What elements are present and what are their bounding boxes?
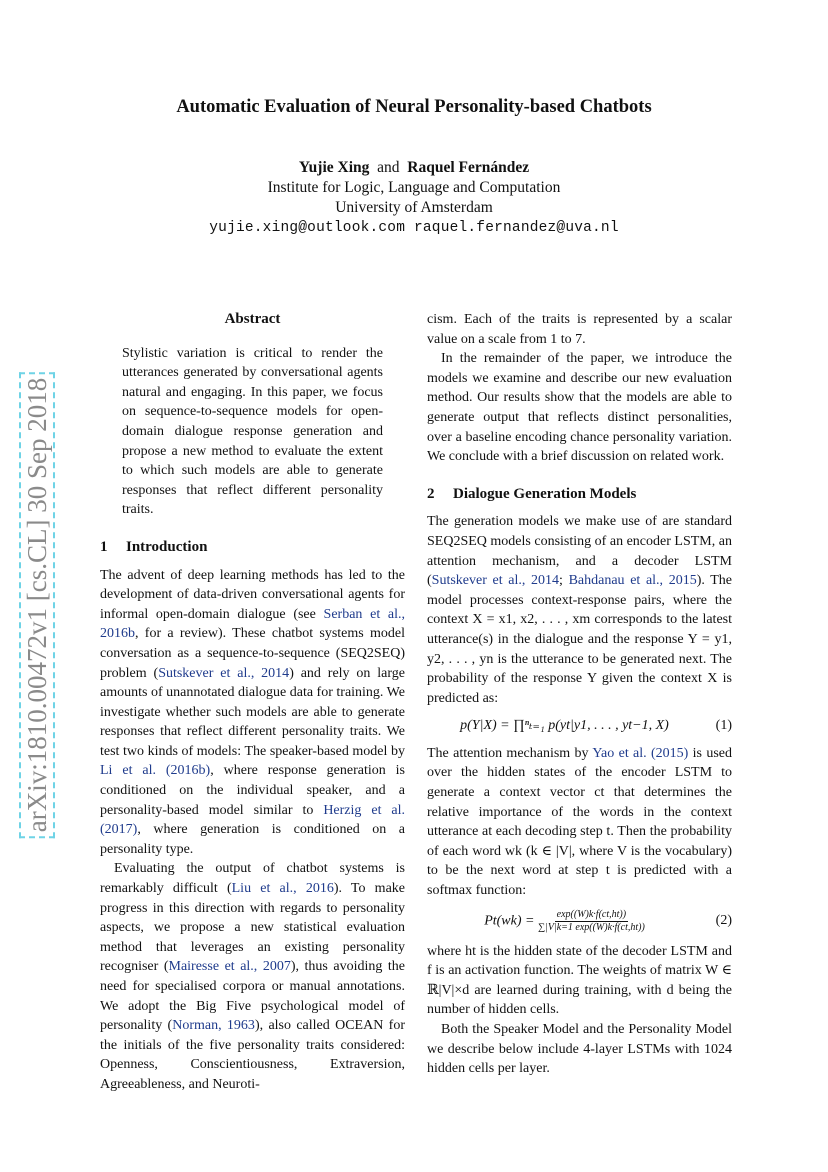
intro-paragraph-1	[100, 566, 405, 860]
abstract-heading: Abstract	[224, 311, 281, 327]
equation-1-expression: p(Y|X) = ∏ⁿₜ₌₁ p(yt|y1, . . . , yt−1, X)	[460, 718, 669, 734]
citation-link[interactable]: Serban et al., 2016b	[100, 606, 405, 642]
section-2-title: Dialogue Generation Models	[453, 485, 637, 502]
equation-2	[427, 909, 732, 934]
equation-2-lhs: Pt(wk) =	[484, 913, 535, 929]
citation-link[interactable]: Bahdanau et al., 2015	[568, 573, 697, 589]
citation-link[interactable]: Yao et al. (2015)	[592, 745, 689, 761]
author-1: Yujie Xing	[298, 159, 370, 176]
text-run: ) and rely on large amounts of unannotated dialogue data for training. We investigate whether such models are able to generate responses that reflect different personality traits. We test two kinds of models: The speaker-based model by	[100, 665, 405, 759]
section-1-number: 1	[100, 538, 108, 555]
citation-link[interactable]: Sutskever et al., 2014	[431, 573, 560, 589]
equation-2-number: (2)	[715, 913, 732, 929]
author-emails: yujie.xing@outlook.com raquel.fernandez@uva.nl	[209, 220, 619, 236]
models-paragraph-1	[427, 512, 732, 708]
text-run: , where generation is conditioned on a personality type.	[100, 822, 405, 857]
text-run: , where response generation is conditioned on the individual speaker, and a personality-based model similar to	[100, 763, 405, 818]
text-run: Evaluating the output of chatbot systems is remarkably difficult (	[100, 861, 405, 897]
models-paragraph-3: where ht is the hidden state of the decoder LSTM and f is an activation function. The weights of matrix W ∈ ℝ|V|×d are learned during training, with d being the number of hidden cells.	[427, 943, 732, 1018]
section-2-heading	[427, 485, 732, 505]
text-run: ). The model processes context-response pairs, where the context X = x1, x2, . . . , xm corresponds to the latest utterance(s) in the dialogue and the response Y = y1, y2, . . . , yn is the utterance to be generated next. The probability of the response Y given the context X is predicted as:	[427, 573, 733, 706]
arxiv-stamp[interactable]	[14, 335, 60, 875]
author-names	[0, 158, 828, 178]
equation-2-numerator: exp((W)k·f(ct,ht))	[556, 908, 627, 920]
citation-link[interactable]: Herzig et al. (2017)	[100, 802, 406, 838]
equation-2-fraction	[538, 909, 645, 934]
equation-2-denominator: ∑|V|k=1 exp((W)k·f(ct,ht))	[537, 921, 645, 933]
author-institute: Institute for Logic, Language and Computation	[267, 179, 561, 196]
abstract-body: Stylistic variation is critical to render the utterances generated by conversational agents natural and engaging. In this paper, we focus on sequence-to-sequence models for open-domain dialogue response generation and propose a new method to evaluate the extent to which such models are able to generate responses that reflect different personality traits.	[122, 345, 383, 518]
citation-link[interactable]: Li et al. (2016b)	[100, 763, 211, 779]
author-university: University of Amsterdam	[335, 199, 493, 216]
text-run: The advent of deep learning methods has led to the development of data-driven conversational agents for informal open-domain dialogue (see	[100, 567, 405, 622]
models-paragraph-4: Both the Speaker Model and the Personality Model we describe below include 4-layer LSTMs with 1024 hidden cells per layer.	[427, 1022, 732, 1077]
arxiv-id[interactable]: arXiv:1810.00472v1 [cs.CL] 30 Sep 2018	[19, 372, 55, 838]
section-1-heading	[100, 538, 405, 558]
citation-link[interactable]: Norman, 1963	[172, 1018, 255, 1034]
text-run: ;	[559, 573, 569, 589]
text-run: is used over the hidden states of the encoder LSTM to generate a context vector ct that determines the relative importance of the words in the context utterance at each decoding step t. Then the probability of each word wk (k ∈ |V|, where V is the vocabulary) to be the next word at step t is predicted with a softmax function:	[427, 745, 732, 899]
intro-paragraph-3: In the remainder of the paper, we introduce the models we examine and describe our new evaluation method. Our results show that the models are able to generate output that reflects distinct personalities, over a baseline encoding chance personality variation. We conclude with a brief discussion on related work.	[427, 351, 732, 465]
equation-1	[427, 716, 732, 736]
author-block	[0, 158, 828, 238]
section-1-title: Introduction	[126, 538, 208, 555]
text-run: ), also called OCEAN for the initials of the five personality traits considered: Openness, Conscientiousness, Extraversion, Agreeableness, and Neuroti-	[100, 1018, 405, 1092]
citation-link[interactable]: Liu et al., 2016	[231, 881, 334, 897]
text-run: ), thus avoiding the need for specialised corpora or manual annotations. We adopt the Big Five psychological model of personality (	[100, 959, 405, 1034]
section-2-number: 2	[427, 485, 435, 502]
equation-1-number: (1)	[715, 718, 732, 734]
left-column	[100, 310, 405, 1095]
models-paragraph-2	[427, 744, 732, 901]
citation-link[interactable]: Mairesse et al., 2007	[168, 959, 291, 975]
author-2: Raquel Fernández	[407, 159, 530, 176]
right-column	[427, 310, 732, 1079]
text-run: ). To make progress in this direction with regards to personality aspects, we propose a new statistical evaluation method that leverages an existing personality recogniser (	[100, 881, 405, 975]
citation-link[interactable]: Sutskever et al., 2014	[158, 665, 290, 681]
intro-paragraph-2-continued: cism. Each of the traits is represented by a scalar value on a scale from 1 to 7.	[427, 312, 732, 347]
text-run: , for a review). These chatbot systems model conversation as a sequence-to-sequence (SEQ2SEQ) problem (	[100, 626, 405, 681]
author-and: and	[377, 159, 400, 176]
text-run: The attention mechanism by	[427, 745, 593, 761]
equation-2-expression	[427, 909, 702, 934]
intro-paragraph-2	[100, 859, 405, 1094]
paper-title: Automatic Evaluation of Neural Personality-based Chatbots	[176, 97, 652, 117]
text-run: The generation models we make use of are standard SEQ2SEQ models consisting of an encoder LSTM, an attention mechanism, and a decoder LSTM (	[427, 514, 732, 589]
